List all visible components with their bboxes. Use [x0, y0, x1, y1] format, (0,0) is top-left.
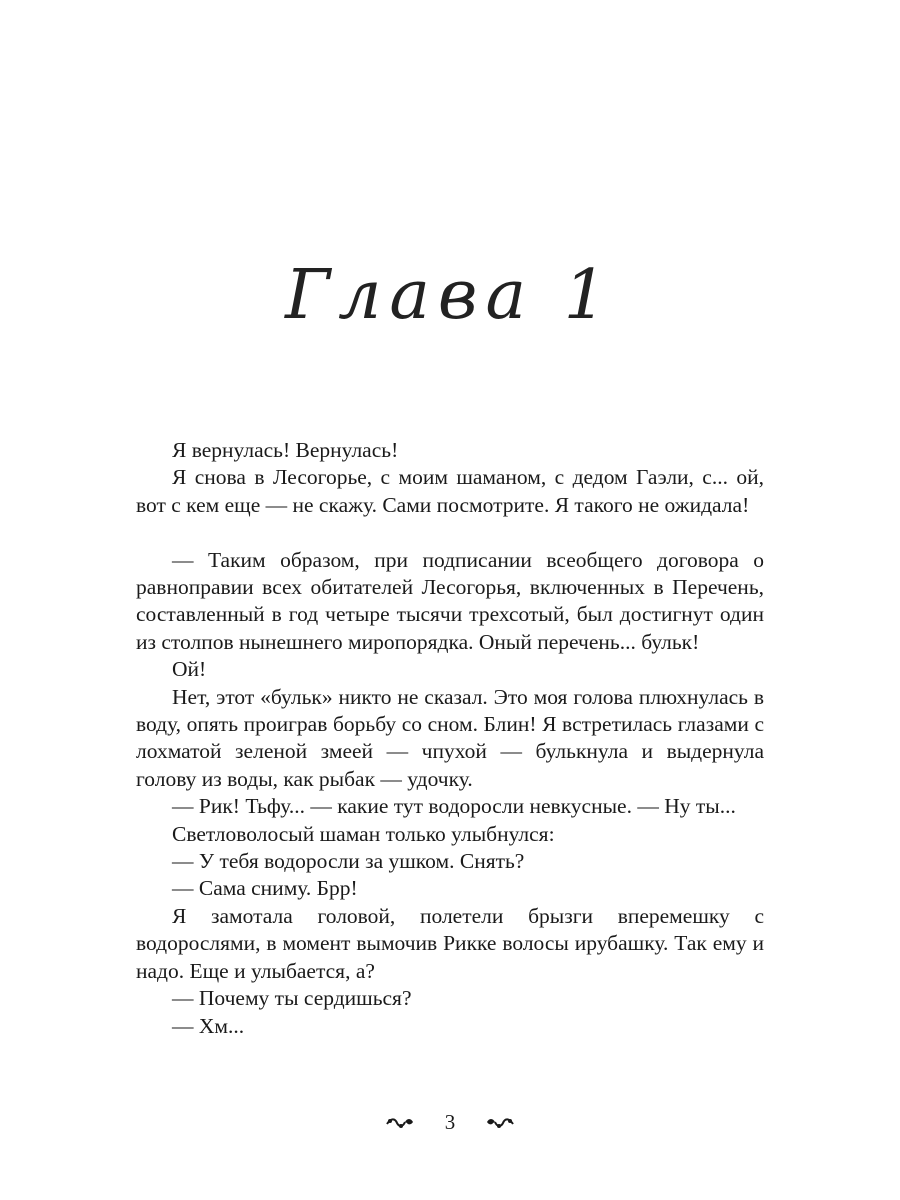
paragraph: Светловолосый шаман только улыбнулся: — [172, 821, 555, 846]
left-floral-ornament-icon — [385, 1115, 415, 1131]
chapter-text — [136, 437, 764, 1040]
chapter-title: Глава 1 — [285, 256, 615, 335]
paragraph: Ой! — [172, 657, 207, 682]
paragraph-spacer — [136, 519, 764, 546]
page-number: 3 — [444, 1110, 456, 1134]
right-floral-ornament-icon — [485, 1115, 515, 1131]
paragraph: Нет, этот «бульк» никто не сказал. Это моя голова плюхнулась в воду, опять проиграв борьбу со сном. Блин! Я встретилась глазами с лохматой зеленой змеей — чпухой — булькнула и выдернула голову из воды, как рыбак — удочку. — [136, 684, 764, 791]
paragraph: Я снова в Лесогорье, с моим шаманом, с дедом Гаэли, с... ой, вот с кем еще — не скажу. Сами посмотрите. Я такого не ожидала! — [136, 465, 764, 517]
paragraph: — Таким образом, при подписании всеобщего договора о равноправии всех обитателей Лесогорья, включенных в Перечень, составленный в год четыре тысячи трехсотый, был достигнут один из столпов нынешнего миропорядка. Оный перечень... бульк! — [136, 547, 764, 654]
paragraph: — Почему ты сердишься? — [172, 986, 412, 1011]
paragraph: — Рик! Тьфу... — какие тут водоросли невкусные. — Ну ты... — [172, 794, 736, 819]
page-footer — [0, 1110, 900, 1135]
paragraph: — У тебя водоросли за ушком. Снять? — [172, 849, 525, 874]
paragraph: Я замотала головой, полетели брызги вперемешку с водорослями, в момент вымочив Рикке волосы ирубашку. Так ему и надо. Еще и улыбается, а? — [136, 903, 764, 983]
paragraph: — Хм... — [172, 1013, 245, 1038]
paragraph: — Сама сниму. Брр! — [172, 876, 358, 901]
paragraph: Я вернулась! Вернулась! — [172, 438, 399, 462]
